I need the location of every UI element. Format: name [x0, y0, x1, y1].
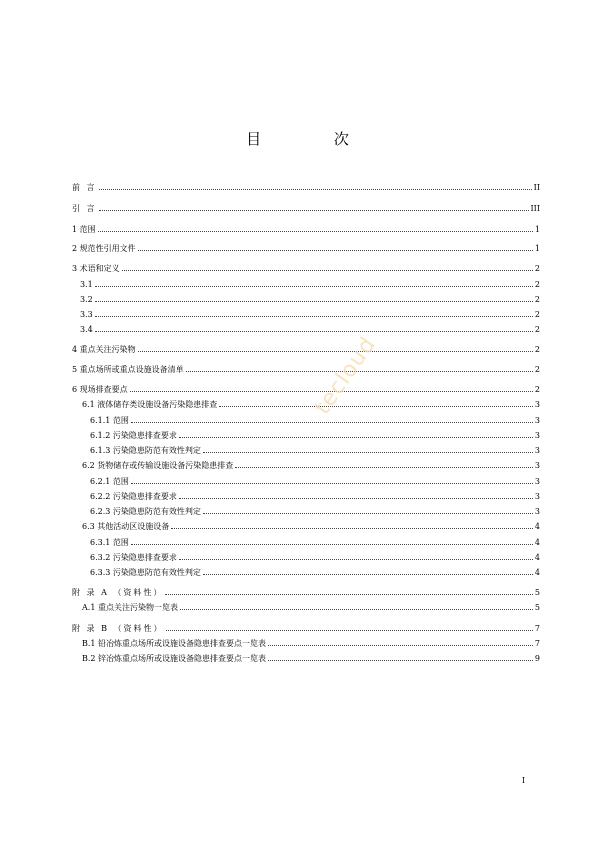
toc-entry[interactable]: [72, 382, 540, 395]
toc-entry[interactable]: [72, 277, 540, 290]
toc-entry-page: III: [530, 204, 540, 213]
dot-leader: [138, 351, 533, 352]
dot-leader: [131, 483, 533, 484]
toc-entry-label: 附 录 A （资料性）: [72, 588, 164, 597]
watermark: tecloud: [310, 332, 382, 420]
toc-entry-label: 3 术语和定义: [72, 264, 120, 273]
dot-leader: [268, 660, 533, 661]
dot-leader: [95, 331, 533, 332]
toc-entry-page: 3: [534, 461, 540, 470]
toc-entry-page: 2: [534, 310, 540, 319]
toc-entry[interactable]: [72, 342, 540, 355]
toc-entry-page: 2: [534, 295, 540, 304]
toc-entry[interactable]: [72, 241, 540, 254]
toc-entry-page: 4: [534, 553, 540, 562]
toc-entry-page: 7: [534, 639, 540, 648]
toc-entry-label: 6 现场排查要点: [72, 385, 128, 394]
dot-leader: [131, 422, 533, 423]
toc-entry-label: 6.1.3 污染隐患防范有效性判定: [90, 446, 201, 455]
toc-entry-label: 6.2 货物储存或传输设施设备污染隐患排查: [82, 461, 234, 470]
dot-leader: [166, 630, 533, 631]
toc-entry[interactable]: [72, 428, 540, 441]
toc-entry[interactable]: [72, 222, 540, 235]
toc-title: 目 次: [246, 130, 383, 148]
toc-entry[interactable]: [72, 651, 540, 664]
dot-leader: [203, 452, 533, 453]
toc-entry-page: 2: [534, 345, 540, 354]
dot-leader: [131, 544, 533, 545]
toc-entry-page: 3: [534, 477, 540, 486]
toc-entry-page: 2: [534, 365, 540, 374]
dot-leader: [268, 645, 533, 646]
toc-entry-label: 前 言: [72, 183, 97, 192]
dot-leader: [219, 406, 533, 407]
toc-entry[interactable]: [72, 600, 540, 613]
toc-entry[interactable]: [72, 397, 540, 410]
dot-leader: [99, 189, 532, 190]
toc-entry-label: A.1 重点关注污染物一览表: [82, 603, 178, 612]
toc-entry-label: 6.2.2 污染隐患排查要求: [90, 492, 177, 501]
dot-leader: [203, 574, 533, 575]
toc-entry-label: 4 重点关注污染物: [72, 345, 136, 354]
toc-entry[interactable]: [72, 201, 540, 214]
toc-entry[interactable]: [72, 636, 540, 649]
toc-entry-label: 6.3.1 范围: [90, 538, 129, 547]
toc-entry[interactable]: [72, 489, 540, 502]
toc-entry-page: 3: [534, 446, 540, 455]
toc-entry[interactable]: [72, 413, 540, 426]
toc-entry-page: 3: [534, 416, 540, 425]
dot-leader: [171, 528, 533, 529]
toc-entry-label: 3.4: [80, 325, 93, 334]
toc-entry-page: 2: [534, 264, 540, 273]
toc-entry[interactable]: [72, 550, 540, 563]
toc-entry[interactable]: [72, 362, 540, 375]
toc-entry-page: 4: [534, 522, 540, 531]
toc-entry-page: 7: [534, 624, 540, 633]
toc-entry[interactable]: [72, 535, 540, 548]
toc-entry[interactable]: [72, 322, 540, 335]
toc-entry[interactable]: [72, 261, 540, 274]
toc-entry-page: 3: [534, 507, 540, 516]
toc-entry-label: 3.3: [80, 310, 93, 319]
page-number: I: [521, 776, 525, 785]
toc-entry-label: 6.1 液体储存类设施设备污染隐患排查: [82, 400, 218, 409]
toc-entry-page: 1: [534, 244, 540, 253]
dot-leader: [95, 316, 533, 317]
toc-entry[interactable]: [72, 458, 540, 471]
toc-entry-page: 3: [534, 431, 540, 440]
toc-entry-label: B.1 铅冶炼重点场所或设施设备隐患排查要点一览表: [82, 639, 267, 648]
toc-entry[interactable]: [72, 504, 540, 517]
dot-leader: [179, 559, 533, 560]
toc-entry-page: 5: [534, 588, 540, 597]
toc-entry-label: 6.3.2 污染隐患排查要求: [90, 553, 177, 562]
toc-entry-label: 6.2.3 污染隐患防范有效性判定: [90, 507, 201, 516]
toc-entry-page: 3: [534, 492, 540, 501]
toc-entry[interactable]: [72, 519, 540, 532]
toc-entry-label: 1 范围: [72, 225, 96, 234]
toc-entry-label: 2 规范性引用文件: [72, 244, 136, 253]
toc-entry-label: 3.1: [80, 280, 93, 289]
toc-entry-page: 3: [534, 400, 540, 409]
toc-entry-page: 2: [534, 385, 540, 394]
dot-leader: [235, 467, 533, 468]
toc-entry-label: 6.2.1 范围: [90, 477, 129, 486]
toc-entry-label: 引 言: [72, 204, 97, 213]
dot-leader: [180, 609, 533, 610]
dot-leader: [203, 513, 533, 514]
toc-entry-label: 6.1.1 范围: [90, 416, 129, 425]
toc-entry-page: 9: [534, 654, 540, 663]
toc-entry[interactable]: [72, 585, 540, 598]
dot-leader: [95, 301, 533, 302]
toc-entry-label: 6.3 其他活动区设施设备: [82, 522, 170, 531]
toc-entry-label: 3.2: [80, 295, 93, 304]
toc-entry[interactable]: [72, 474, 540, 487]
dot-leader: [95, 286, 533, 287]
toc-entry-page: 5: [534, 603, 540, 612]
dot-leader: [179, 498, 533, 499]
toc-entry[interactable]: [72, 292, 540, 305]
toc-entry-page: II: [533, 183, 540, 192]
toc-entry-page: 4: [534, 538, 540, 547]
toc-entry-label: 6.3.3 污染隐患防范有效性判定: [90, 568, 201, 577]
dot-leader: [179, 437, 533, 438]
dot-leader: [122, 270, 533, 271]
toc-entry[interactable]: [72, 621, 540, 634]
toc-entry-page: 1: [534, 225, 540, 234]
toc-entry[interactable]: [72, 180, 540, 193]
toc-entry-label: 附 录 B （资料性）: [72, 624, 164, 633]
toc-entry[interactable]: [72, 565, 540, 578]
toc-entry-page: 2: [534, 280, 540, 289]
toc-entry[interactable]: [72, 443, 540, 456]
toc-entry-label: 5 重点场所或重点设施设备清单: [72, 365, 184, 374]
dot-leader: [99, 210, 529, 211]
toc-entry[interactable]: [72, 307, 540, 320]
toc-entry-label: B.2 锌冶炼重点场所或设施设备隐患排查要点一览表: [82, 654, 267, 663]
toc-entry-page: 2: [534, 325, 540, 334]
toc-entry-page: 4: [534, 568, 540, 577]
dot-leader: [98, 231, 533, 232]
dot-leader: [138, 250, 533, 251]
toc-entry-label: 6.1.2 污染隐患排查要求: [90, 431, 177, 440]
dot-leader: [165, 594, 533, 595]
